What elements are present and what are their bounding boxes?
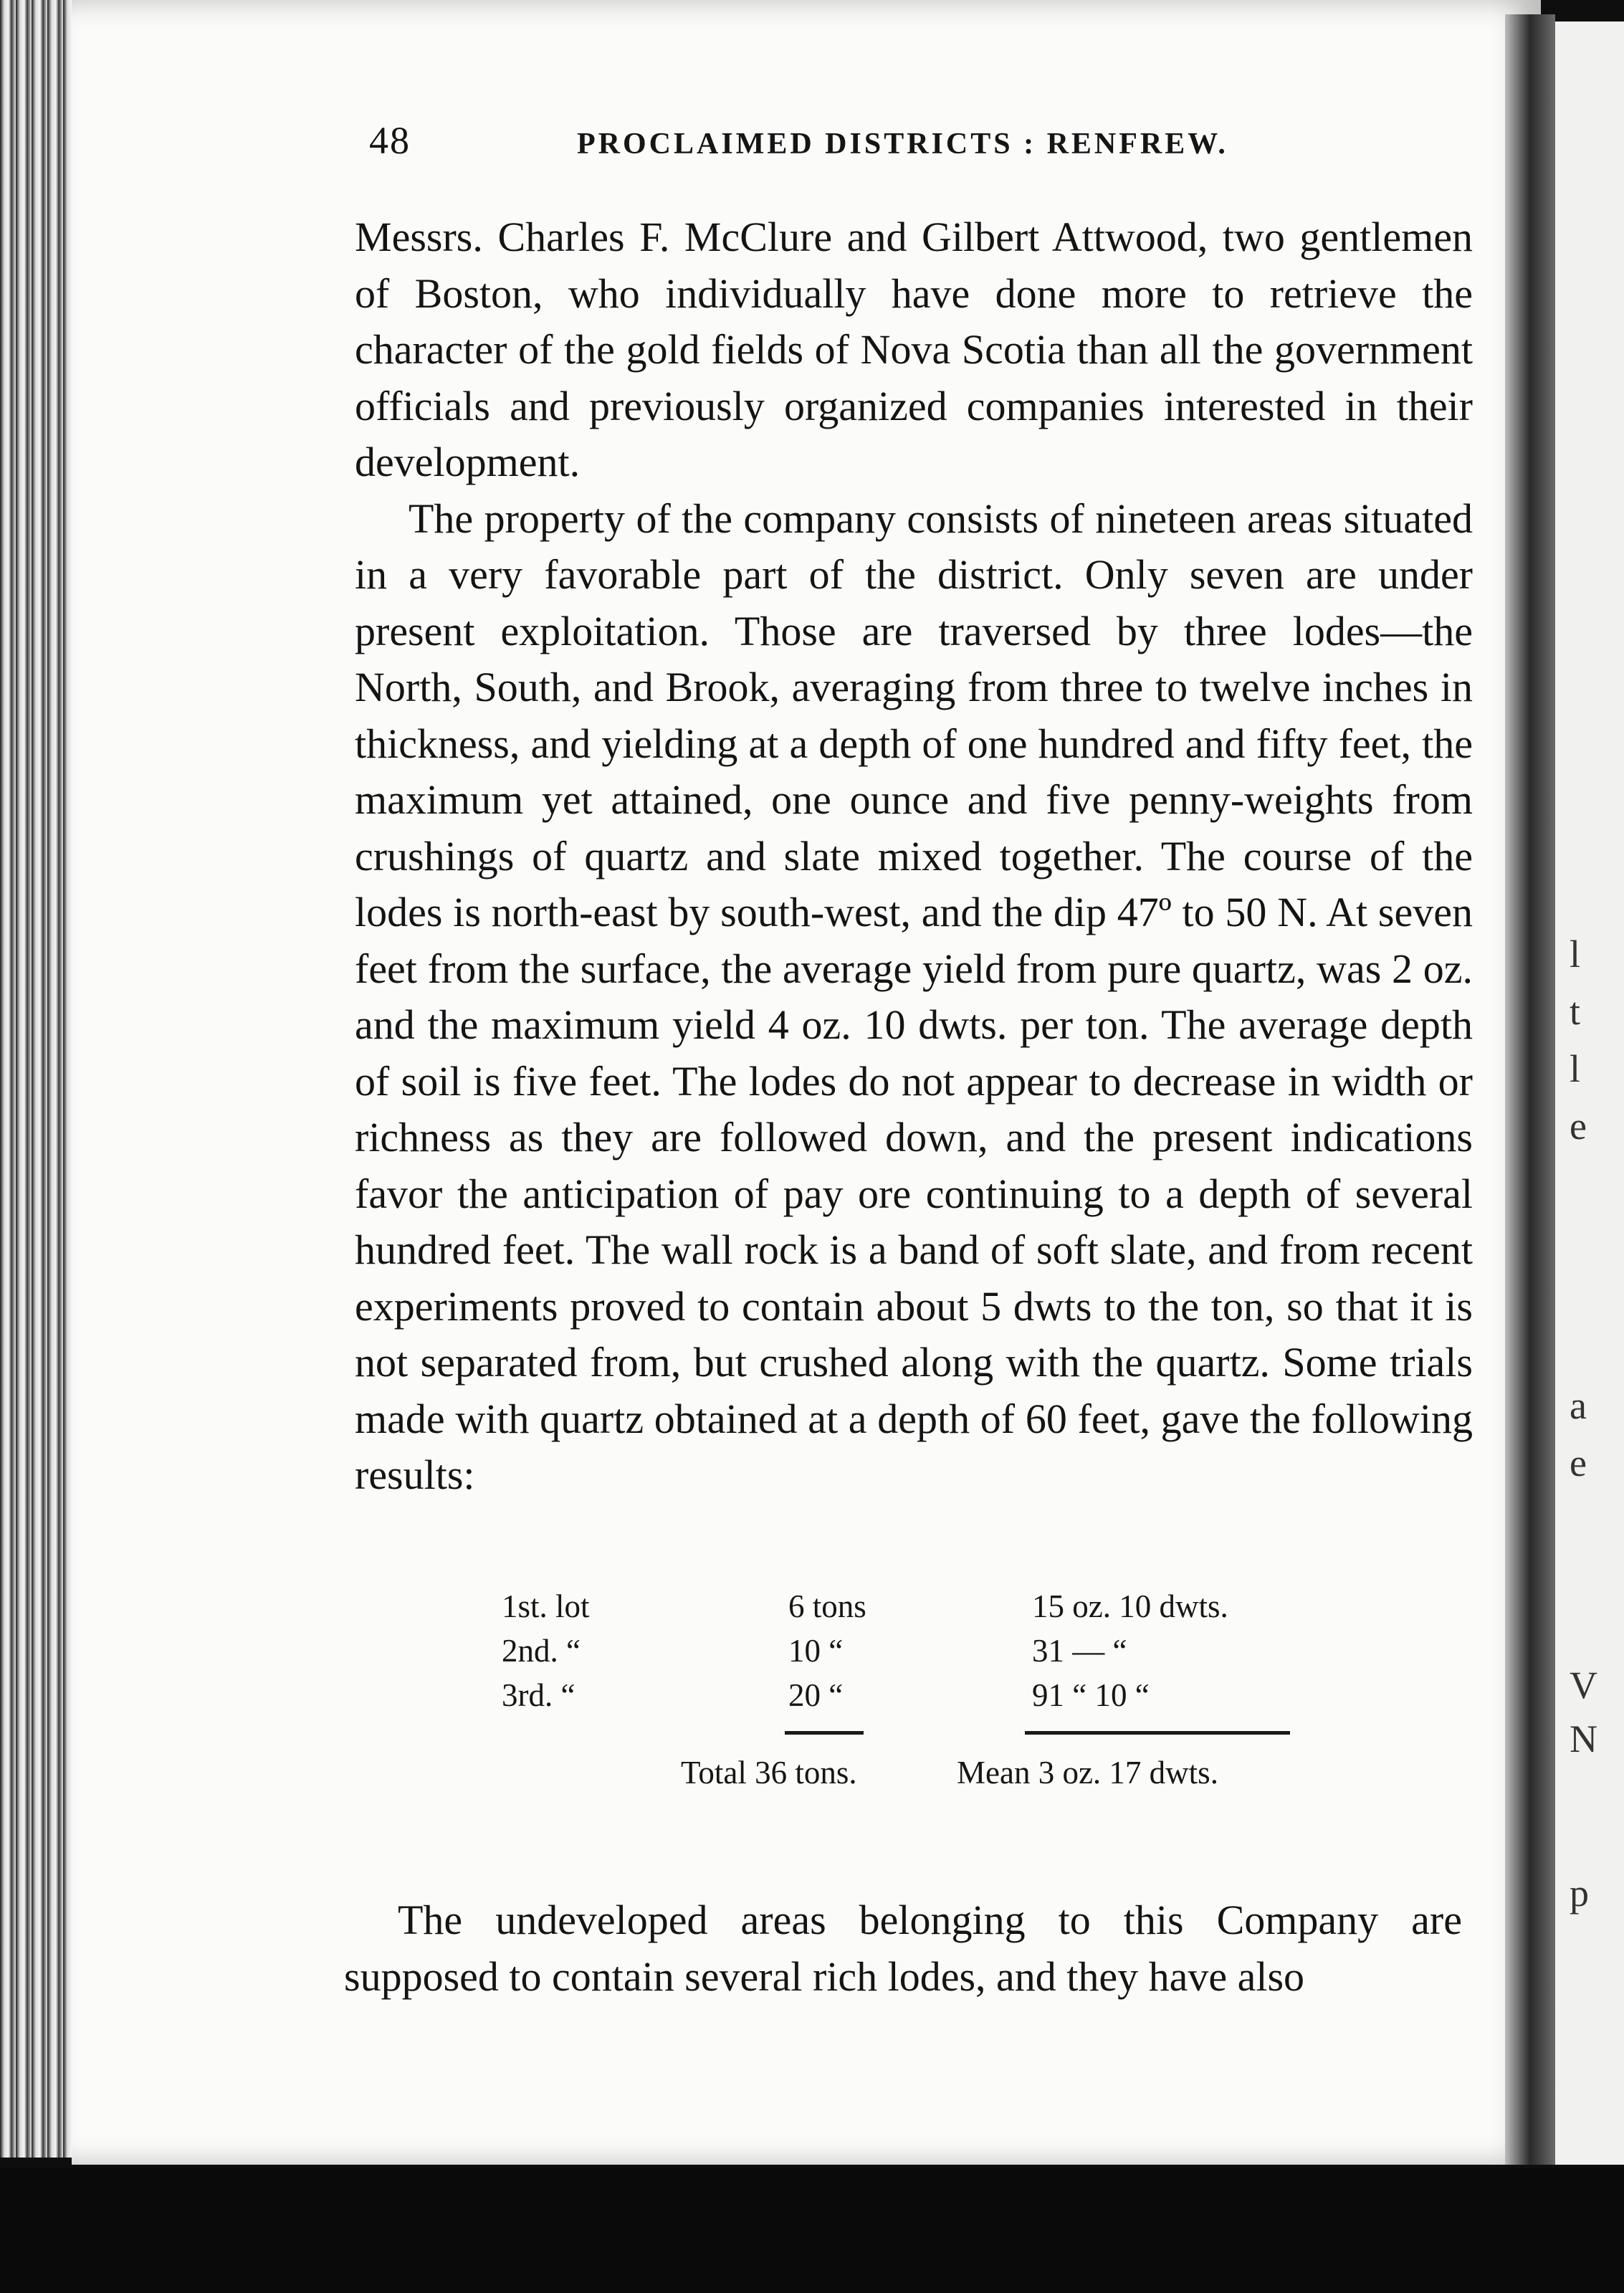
- facing-page-fragment: e: [1570, 1105, 1587, 1148]
- mean-yield: Mean 3 oz. 17 dwts.: [957, 1755, 1218, 1791]
- scan-background: [0, 2168, 1624, 2293]
- page-number: 48: [369, 119, 411, 162]
- facing-page-fragment: l: [1570, 933, 1581, 976]
- yield-cell: 31 — “: [1032, 1633, 1127, 1669]
- yield-cell: 15 oz. 10 dwts.: [1032, 1588, 1228, 1624]
- paragraph: Messrs. Charles F. McClure and Gilbert Attwood, two gentlemen of Boston, who individually have done more to retrieve the character of the gold fields of Nova Scotia than all the government officials and previously organized companies interested in their development.: [355, 214, 1473, 485]
- facing-page-fragment: e: [1570, 1441, 1587, 1484]
- lot-cell: 3rd. “: [502, 1677, 575, 1713]
- running-title: PROCLAIMED DISTRICTS : RENFREW.: [577, 128, 1228, 161]
- results-table: [502, 1588, 1362, 1791]
- facing-page-fragment: a: [1570, 1384, 1587, 1427]
- tons-cell: 20 “: [788, 1677, 844, 1713]
- facing-page-fragment: N: [1570, 1717, 1597, 1760]
- facing-page-edge: [1555, 22, 1624, 2165]
- sum-rule: [1025, 1731, 1290, 1735]
- table-row: [502, 1677, 1362, 1721]
- facing-page-fragment: l: [1570, 1047, 1581, 1090]
- paragraph: The undeveloped areas belonging to this Company are supposed to contain several rich lodes, and they have also: [344, 1897, 1462, 2000]
- sum-rule: [785, 1731, 864, 1735]
- table-row: [502, 1588, 1362, 1632]
- table-row: [502, 1632, 1362, 1677]
- tons-cell: 10 “: [788, 1633, 844, 1669]
- body-text: [355, 209, 1473, 1504]
- total-tons: Total 36 tons.: [681, 1755, 857, 1791]
- facing-page-fragment: t: [1570, 990, 1581, 1033]
- closing-text: [344, 1892, 1462, 2005]
- lot-cell: 2nd. “: [502, 1633, 581, 1669]
- lot-cell: 1st. lot: [502, 1588, 590, 1624]
- paragraph: The property of the company consists of nineteen areas situated in a very favorable part of the district. Only seven are under present exploitation. Those are traversed by three lodes—the North, South, and Brook, averaging from three to twelve inches in thickness, and yielding at a depth of one hundred and fifty feet, the maximum yet attained, one ounce and five penny-weights from crushings of quartz and slate mixed together. The course of the lodes is north-east by south-west, and the dip 47º to 50 N. At seven feet from the surface, the average yield from pure quartz, was 2 oz. and the maximum yield 4 oz. 10 dwts. per ton. The average depth of soil is five feet. The lodes do not appear to decrease in width or richness as they are followed down, and the present indications favor the anticipation of pay ore continuing to a depth of several hundred feet. The wall rock is a band of soft slate, and from recent experiments proved to contain about 5 dwts to the ton, so that it is not separated from, but crushed along with the quartz. Some trials made with quartz obtained at a depth of 60 feet, gave the following results:: [355, 495, 1473, 1498]
- gutter-shadow: [1505, 14, 1555, 2165]
- yield-cell: 91 “ 10 “: [1032, 1677, 1150, 1713]
- facing-page-fragment: V: [1570, 1664, 1597, 1707]
- facing-page-fragment: p: [1570, 1872, 1589, 1915]
- tons-cell: 6 tons: [788, 1588, 866, 1624]
